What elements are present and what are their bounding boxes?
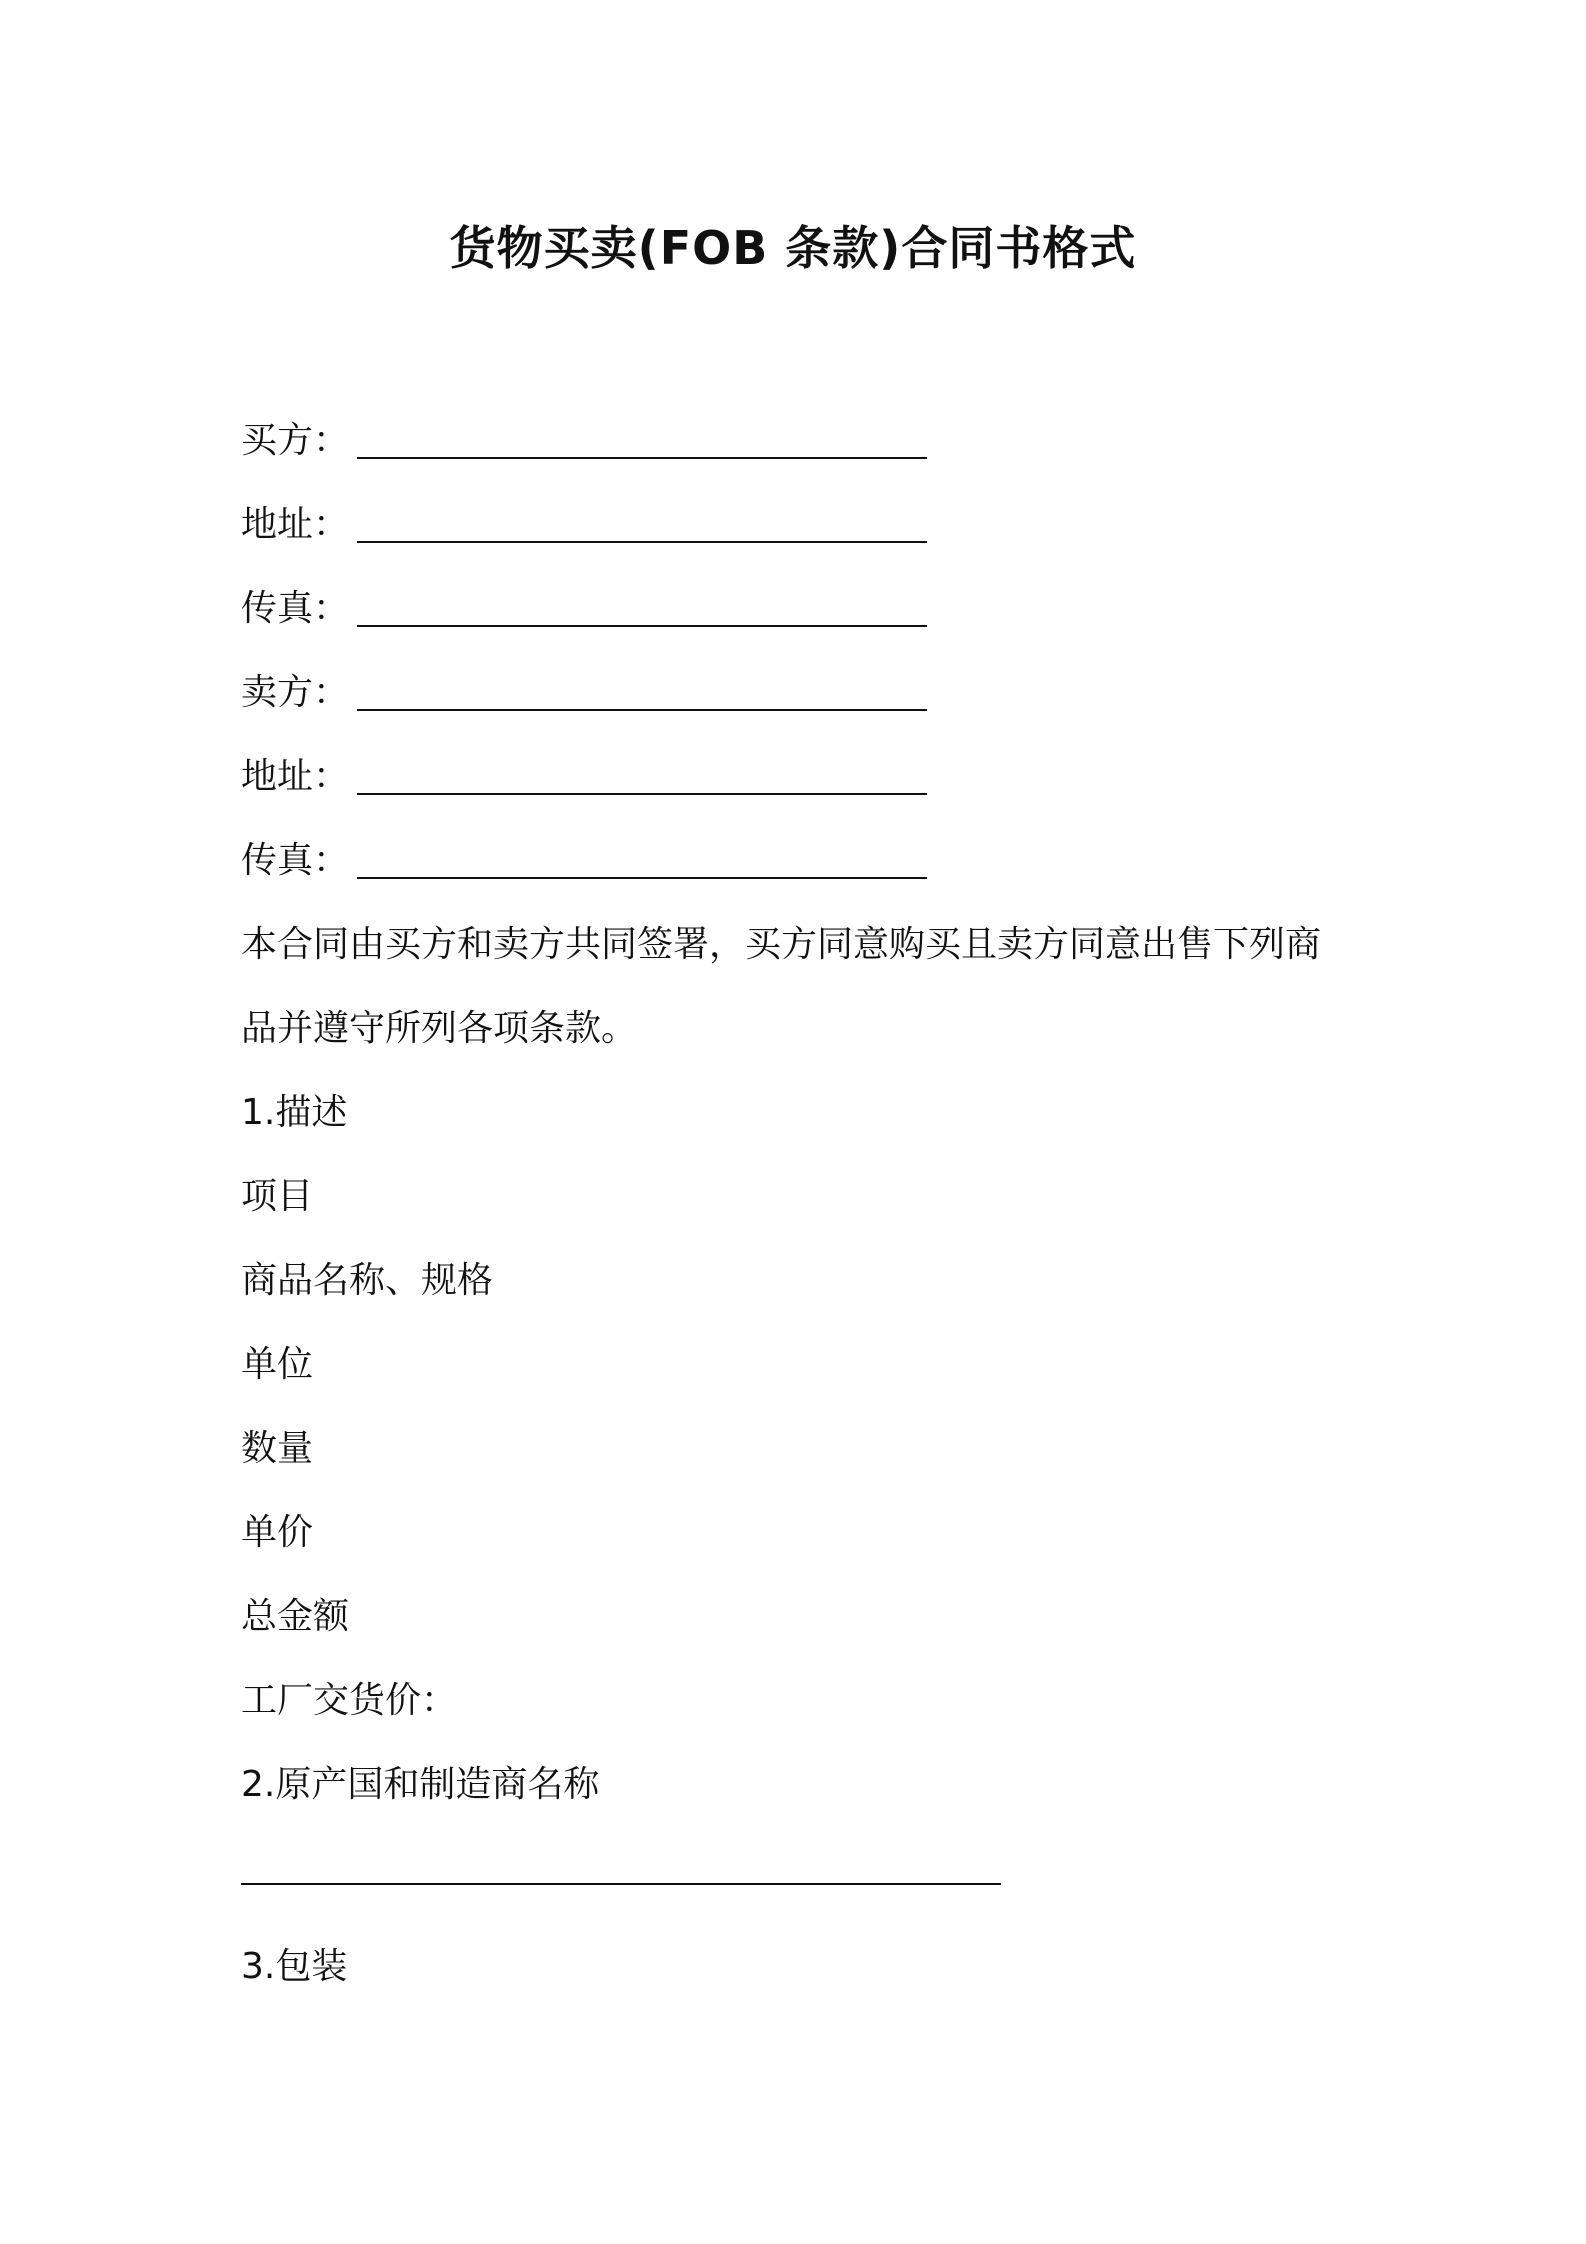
section-2-heading: 2.原产国和制造商名称 bbox=[241, 1764, 600, 1805]
field-label-seller-address: 地址： bbox=[241, 756, 350, 797]
seller-field bbox=[241, 651, 1391, 735]
buyer-fax-field bbox=[241, 567, 1391, 651]
section-1-item: 数量 bbox=[241, 1428, 314, 1469]
section-1-item: 单位 bbox=[241, 1344, 314, 1385]
field-label-seller: 卖方： bbox=[241, 672, 350, 713]
buyer-address-field bbox=[241, 483, 1391, 567]
seller-address-field bbox=[241, 735, 1391, 819]
field-label-buyer: 买方： bbox=[241, 420, 350, 461]
buyer-fax-blank-line bbox=[357, 567, 927, 627]
section-1-heading: 1.描述 bbox=[241, 1092, 348, 1133]
section-1-item: 总金额 bbox=[241, 1596, 350, 1637]
buyer-address-blank-line bbox=[357, 483, 927, 543]
seller-blank-line bbox=[357, 651, 927, 711]
manufacturer-blank-line bbox=[241, 1883, 1001, 1885]
seller-address-blank-line bbox=[357, 735, 927, 795]
section-1-item: 商品名称、规格 bbox=[241, 1260, 494, 1301]
buyer-blank-line bbox=[357, 399, 927, 459]
field-label-buyer-fax: 传真： bbox=[241, 588, 350, 629]
seller-fax-field bbox=[241, 819, 1391, 903]
section-1-item: 项目 bbox=[241, 1176, 314, 1217]
factory-price-label: 工厂交货价： bbox=[241, 1680, 458, 1721]
buyer-field bbox=[241, 399, 1391, 483]
document-title: 货物买卖(FOB 条款)合同书格式 bbox=[449, 221, 1137, 275]
intro-paragraph-line-2: 品并遵守所列各项条款。 bbox=[241, 1008, 638, 1049]
manufacturer-blank bbox=[241, 1827, 1391, 1911]
intro-paragraph-line-1: 本合同由买方和卖方共同签署，买方同意购买且卖方同意出售下列商 bbox=[241, 924, 1322, 965]
section-3-heading: 3.包装 bbox=[241, 1946, 348, 1987]
field-label-seller-fax: 传真： bbox=[241, 840, 350, 881]
seller-fax-blank-line bbox=[357, 819, 927, 879]
section-1-item: 单价 bbox=[241, 1512, 314, 1553]
field-label-buyer-address: 地址： bbox=[241, 504, 350, 545]
document-body bbox=[241, 399, 1391, 2009]
